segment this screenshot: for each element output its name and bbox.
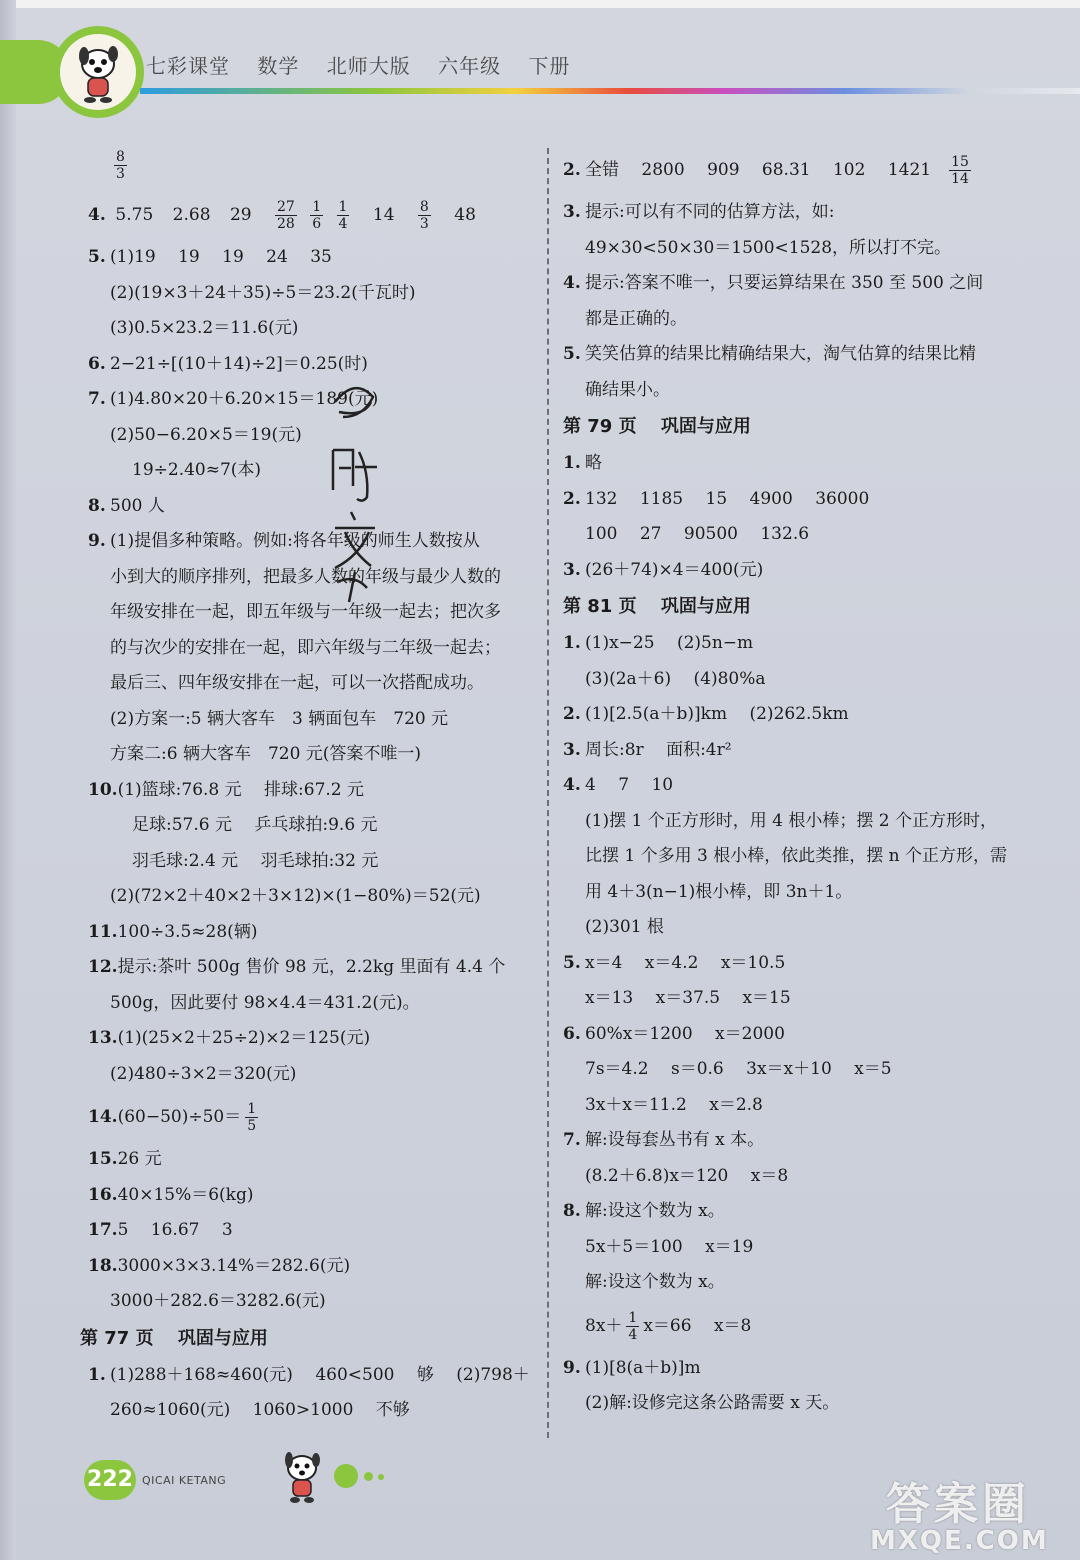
answer-line: 3. 提示:可以有不同的估算方法，如: bbox=[563, 202, 835, 222]
answer-line: 小到大的顺序排列，把最多人数的年级与最少人数的 bbox=[110, 566, 501, 587]
answer-line: 16.40×15%＝6(kg) bbox=[88, 1184, 254, 1205]
fraction: $\frac{1}{4}$ bbox=[628, 1309, 638, 1343]
answer-line: 4. 4 7 10 bbox=[563, 775, 674, 795]
top-strip bbox=[0, 0, 1080, 8]
answer-line: 2. 132 1185 15 4900 36000 bbox=[563, 488, 870, 509]
answer-line: 2. 全错 2800 909 68.31 102 1421 $\frac{15}{14}$ bbox=[563, 154, 969, 187]
answer-line: 足球:57.6 元 乒乓球拍:9.6 元 bbox=[132, 815, 378, 835]
answer-line: 最后三、四年级安排在一起，可以一次搭配成功。 bbox=[110, 673, 484, 693]
answer-line: (2)(19×3＋24＋35)÷5＝23.2(千瓦时) bbox=[110, 282, 416, 303]
footer-mascot-icon bbox=[276, 1446, 328, 1506]
edition: 北师大版 bbox=[326, 54, 411, 78]
page-number: 222 bbox=[84, 1460, 136, 1500]
answer-line: (2)50−6.20×5＝19(元) bbox=[110, 424, 302, 445]
answer-line: 49×30<50×30＝1500<1528，所以打不完。 bbox=[585, 237, 952, 258]
page-edge-shadow bbox=[0, 0, 16, 1560]
answer-line: 9. (1)提倡多种策略。例如:将各年级的师生人数按从 bbox=[88, 531, 480, 551]
answer-line: 9. (1)[8(a＋b)]m bbox=[563, 1357, 701, 1378]
volume: 下册 bbox=[528, 54, 571, 78]
answer-line: 13.(1)(25×2＋25÷2)×2＝125(元) bbox=[88, 1028, 371, 1048]
answer-line: 1. 略 bbox=[563, 453, 602, 473]
answer-line: 羽毛球:2.4 元 羽毛球拍:32 元 bbox=[132, 850, 379, 871]
answer-line: (2)480÷3×2＝320(元) bbox=[110, 1063, 297, 1084]
answer-line: 1. (1)288＋168≈460(元) 460<500 够 (2)798＋ bbox=[88, 1364, 530, 1385]
answer-line: 4. 提示:答案不唯一，只要运算结果在 350 至 500 之间 bbox=[563, 273, 984, 293]
answer-line: 都是正确的。 bbox=[585, 308, 687, 329]
answer-line: 用 4＋3(n−1)根小棒，即 3n＋1。 bbox=[585, 881, 853, 902]
section-heading: 第 79 页 巩固与应用 bbox=[563, 416, 751, 437]
answer-line: 3. (26＋74)×4＝400(元) bbox=[563, 559, 764, 580]
answer-line: (2)(72×2＋40×2＋3×12)×(1−80%)＝52(元) bbox=[110, 886, 481, 906]
mascot-dog-icon bbox=[68, 40, 128, 106]
answer-line: (8.2＋6.8)x＝120 x＝8 bbox=[585, 1165, 789, 1186]
fraction: $\frac{8}{3}$ bbox=[116, 149, 125, 182]
answer-line: 6. 60%x＝1200 x＝2000 bbox=[563, 1023, 785, 1044]
handwritten-scribble bbox=[325, 372, 385, 612]
answer-line: 500g，因此要付 98×4.4＝431.2(元)。 bbox=[110, 992, 420, 1013]
answer-line: 260≈1060(元) 1060>1000 不够 bbox=[110, 1400, 410, 1420]
answer-line: (3)(2a＋6) (4)80%a bbox=[585, 668, 766, 689]
watermark-logo bbox=[830, 1466, 1080, 1560]
subject: 数学 bbox=[257, 54, 300, 78]
answer-line: 5. (1)19 19 19 24 35 bbox=[88, 247, 332, 267]
series-name: 七彩课堂 bbox=[146, 54, 230, 78]
answer-line: 年级安排在一起，即五年级与一年级一起去；把次多 bbox=[110, 602, 501, 622]
answer-line: 2. (1)[2.5(a＋b)]km (2)262.5km bbox=[563, 704, 849, 724]
book-title bbox=[146, 50, 590, 79]
answer-line: 19÷2.40≈7(本) bbox=[132, 460, 262, 480]
answer-line: 3x＋x＝11.2 x＝2.8 bbox=[585, 1094, 763, 1115]
answer-line: (2)解:设修完这条公路需要 x 天。 bbox=[585, 1393, 840, 1413]
fraction: $\frac{15}{14}$ bbox=[951, 154, 969, 187]
answer-line: 方案二:6 辆大客车 720 元(答案不唯一) bbox=[110, 744, 422, 764]
fraction: $\frac{1}{6}$ bbox=[312, 199, 322, 232]
answer-line: 18.3000×3×3.14%＝282.6(元) bbox=[88, 1255, 351, 1276]
answer-line: 3. 周长:8r 面积:4r² bbox=[563, 739, 732, 760]
answer-line: 7s＝4.2 s＝0.6 3x＝x＋10 x＝5 bbox=[585, 1059, 892, 1079]
fraction: $\frac{1}{4}$ bbox=[338, 199, 348, 232]
answer-line: (2)301 根 bbox=[585, 917, 664, 937]
fraction: $\frac{27}{28}$ bbox=[276, 199, 295, 232]
answer-line: 8. 解:设这个数为 x。 bbox=[563, 1201, 725, 1221]
answer-line: 比摆 1 个多用 3 根小棒，依此类推，摆 n 个正方形，需 bbox=[585, 846, 1008, 866]
answer-line: 6. 2−21÷[(10＋14)÷2]＝0.25(时) bbox=[88, 353, 368, 374]
brand-text: QICAI KETANG bbox=[142, 1474, 227, 1487]
header-rainbow-line bbox=[140, 88, 1080, 94]
answer-line: 11.100÷3.5≈28(辆) bbox=[88, 921, 258, 942]
section-heading: 第 77 页 巩固与应用 bbox=[80, 1327, 268, 1349]
answer-line bbox=[88, 140, 548, 190]
answer-line: 3000＋282.6＝3282.6(元) bbox=[110, 1291, 326, 1311]
fraction: $\frac{8}{3}$ bbox=[419, 199, 429, 232]
answer-line: 100 27 90500 132.6 bbox=[585, 524, 810, 544]
answer-line: 15.26 元 bbox=[88, 1149, 162, 1169]
left-column bbox=[80, 140, 548, 1429]
answer-line: 7. (1)4.80×20＋6.20×15＝189(元) bbox=[88, 389, 379, 409]
answer-line: 的与次少的安排在一起，即六年级与二年级一起去； bbox=[110, 637, 501, 658]
answer-line: (3)0.5×23.2＝11.6(元) bbox=[110, 318, 299, 338]
watermark-url: MXQE.COM bbox=[870, 1526, 1049, 1556]
fraction: $\frac{1}{5}$ bbox=[247, 1101, 257, 1134]
answer-line: 7. 解:设每套丛书有 x 本。 bbox=[563, 1130, 765, 1150]
answer-line: 14.(60−50)÷50＝ $\frac{1}{5}$ bbox=[88, 1101, 257, 1134]
answer-line: 5x＋5＝100 x＝19 bbox=[585, 1236, 754, 1257]
answer-line: 解:设这个数为 x。 bbox=[585, 1272, 725, 1292]
answer-line: 17.5 16.67 3 bbox=[88, 1220, 233, 1240]
answer-line: 5. 笑笑估算的结果比精确结果大，淘气估算的结果比精 bbox=[563, 344, 976, 364]
answer-line: 4. 5.75 2.68 29 $\frac{27}{28}$ $\frac{1}{6}$ $\frac{1}{4}$ 14 $\frac{8}{3}$ 48 bbox=[88, 199, 476, 232]
answer-line: 1. (1)x−25 (2)5n−m bbox=[563, 633, 754, 653]
answer-line: x＝13 x＝37.5 x＝15 bbox=[585, 988, 791, 1008]
grade: 六年级 bbox=[438, 54, 502, 78]
right-column bbox=[563, 145, 1028, 1422]
answer-line: (2)方案一:5 辆大客车 3 辆面包车 720 元 bbox=[110, 708, 449, 729]
watermark-title: 答案圈 bbox=[886, 1479, 1030, 1530]
answer-line: 确结果小。 bbox=[585, 379, 670, 400]
answer-line: 5. x＝4 x＝4.2 x＝10.5 bbox=[563, 952, 786, 973]
answer-line: (1)摆 1 个正方形时，用 4 根小棒；摆 2 个正方形时， bbox=[585, 810, 997, 831]
answer-line: 10.(1)篮球:76.8 元 排球:67.2 元 bbox=[88, 779, 365, 800]
answer-line: 12.提示:茶叶 500g 售价 98 元，2.2kg 里面有 4.4 个 bbox=[88, 957, 506, 977]
answer-line: 8x＋ $\frac{1}{4}$ x＝66 x＝8 bbox=[585, 1309, 752, 1343]
section-heading: 第 81 页 巩固与应用 bbox=[563, 596, 751, 617]
answer-line: 8. 500 人 bbox=[88, 495, 165, 516]
